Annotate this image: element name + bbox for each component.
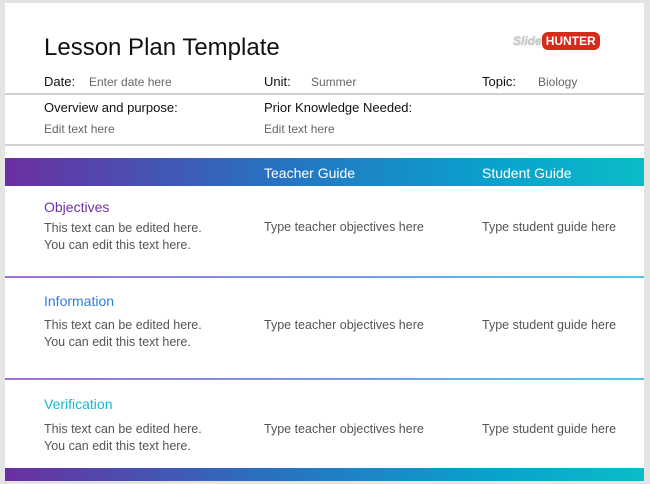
teacher-cell[interactable]: Type teacher objectives here: [264, 220, 424, 234]
slide: [5, 3, 644, 481]
topic-label: Topic:: [482, 74, 516, 89]
row-title-information[interactable]: Information: [44, 293, 115, 309]
date-label: Date:: [44, 74, 76, 89]
teacher-cell[interactable]: Type teacher objectives here: [264, 318, 424, 332]
unit-label: Unit:: [264, 74, 291, 89]
overview-field[interactable]: Edit text here: [44, 122, 115, 136]
page-title[interactable]: Lesson Plan Template: [44, 34, 280, 61]
row-title-verification[interactable]: Verification: [44, 396, 113, 412]
row-text[interactable]: This text can be edited here. You can edit this text here.: [44, 221, 202, 252]
row-text[interactable]: This text can be edited here. You can edit this text here.: [44, 422, 202, 453]
row-text[interactable]: This text can be edited here. You can edit this text here.: [44, 318, 202, 349]
unit-field[interactable]: Summer: [311, 75, 357, 89]
divider: [5, 144, 644, 146]
student-cell[interactable]: Type student guide here: [482, 220, 617, 234]
overview-label: Overview and purpose:: [44, 100, 178, 115]
student-cell[interactable]: Type student guide here: [482, 318, 617, 332]
row-separator: [5, 276, 644, 278]
topic-field[interactable]: Biology: [538, 75, 578, 89]
student-cell[interactable]: Type student guide here: [482, 422, 617, 436]
row-title-objectives[interactable]: Objectives: [44, 199, 110, 215]
teacher-guide-header: Teacher Guide: [264, 165, 356, 181]
prior-knowledge-field[interactable]: Edit text here: [264, 122, 335, 136]
divider: [5, 93, 644, 95]
date-field[interactable]: Enter date here: [89, 75, 172, 89]
guide-header-bar: [5, 158, 644, 186]
row-separator: [5, 378, 644, 380]
student-guide-header: Student Guide: [482, 165, 572, 181]
prior-knowledge-label: Prior Knowledge Needed:: [264, 100, 413, 115]
teacher-cell[interactable]: Type teacher objectives here: [264, 422, 424, 436]
slidehunter-logo: Slide HUNTER: [513, 34, 600, 48]
footer-bar: [5, 468, 644, 481]
